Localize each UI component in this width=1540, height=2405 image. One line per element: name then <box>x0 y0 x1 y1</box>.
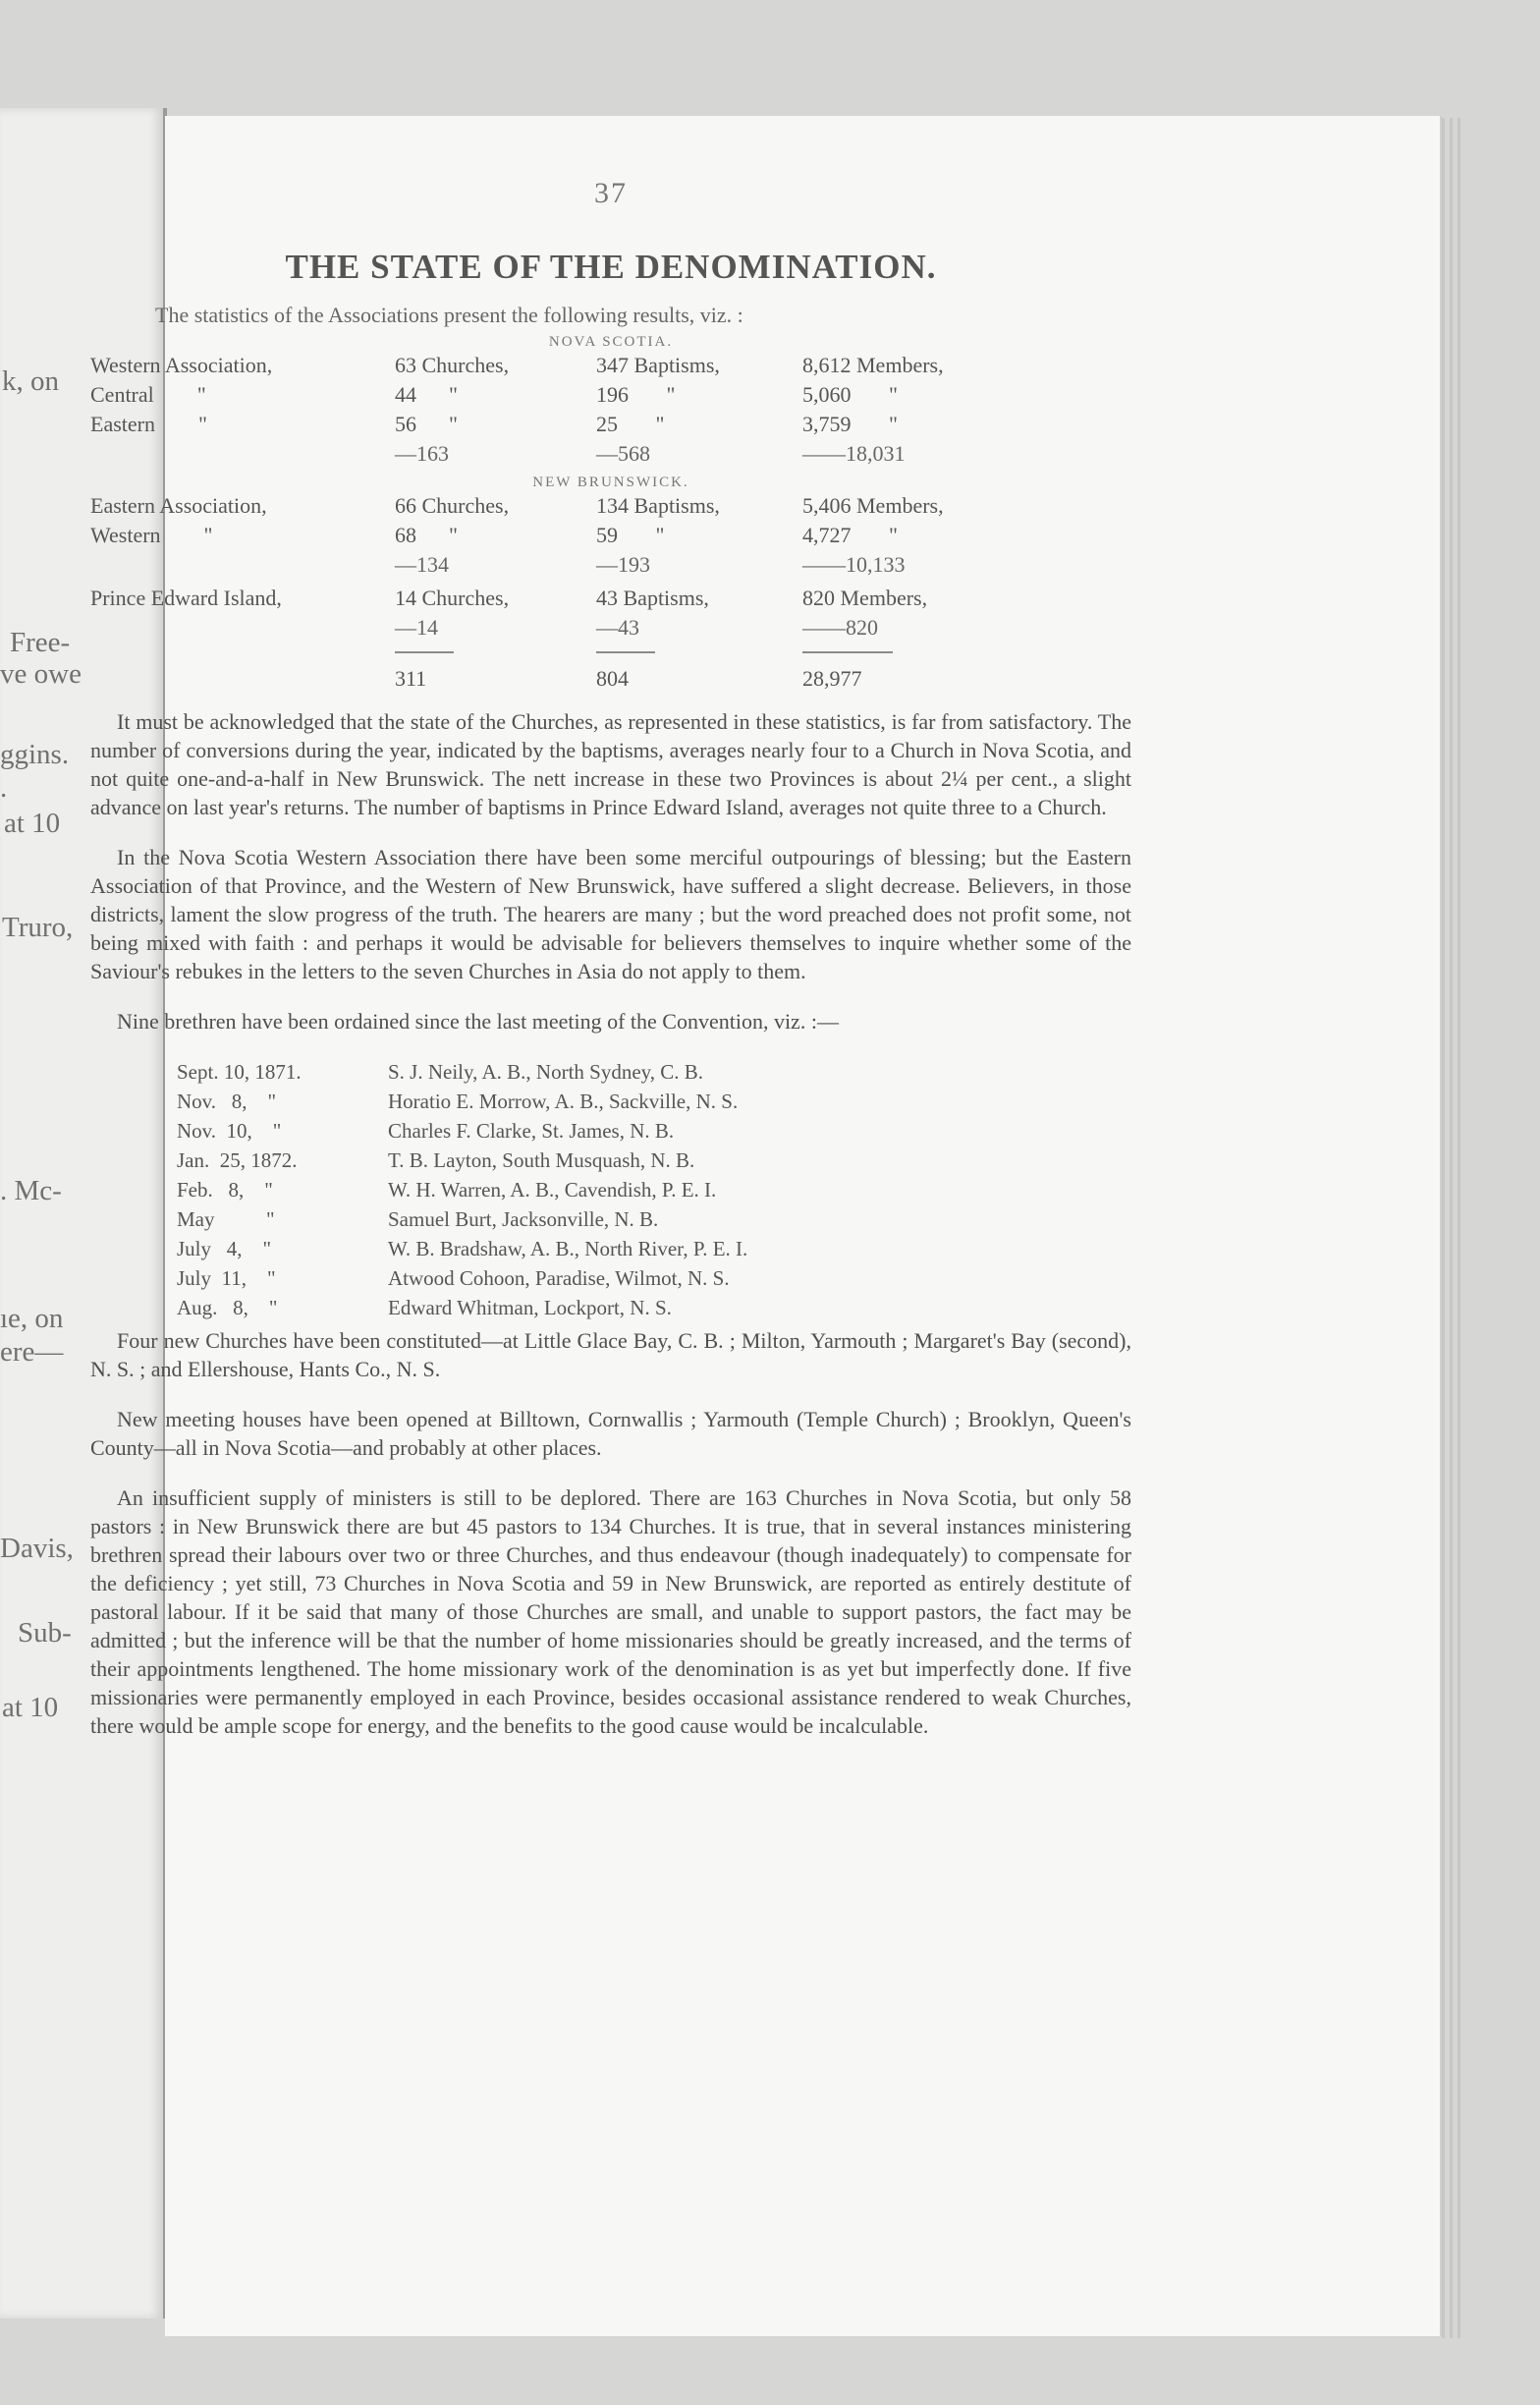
cell: 25 " <box>596 412 665 436</box>
ordinations-list <box>177 1057 1131 1322</box>
cell: 196 " <box>596 382 676 407</box>
subtotal: —14 <box>395 615 438 640</box>
ordination-date: Aug. 8, " <box>177 1296 278 1319</box>
page-number: 37 <box>594 177 628 209</box>
cell: 5,060 " <box>802 382 898 407</box>
page-title: THE STATE OF THE DENOMINATION. <box>285 248 937 286</box>
list-item <box>177 1293 1131 1322</box>
ordination-entry: Atwood Cohoon, Paradise, Wilmot, N. S. <box>388 1266 730 1290</box>
region-heading: NOVA SCOTIA. <box>548 334 674 350</box>
ordination-entry: W. H. Warren, A. B., Cavendish, P. E. I. <box>388 1178 717 1202</box>
fragment-text: ere— <box>0 1336 64 1368</box>
fragment-text: ve owe <box>0 658 82 690</box>
ordination-entry: T. B. Layton, South Musquash, N. B. <box>388 1148 695 1172</box>
region-heading: NEW BRUNSWICK. <box>532 475 689 490</box>
page-edge <box>1450 118 1453 2338</box>
total-rule <box>395 651 454 660</box>
fragment-text: . Mc- <box>0 1175 62 1206</box>
total: 28,977 <box>802 666 862 691</box>
cell: Eastern Association, <box>90 493 267 518</box>
fragment-text: Sub- <box>18 1617 72 1649</box>
cell: 8,612 Members, <box>802 353 944 377</box>
subtotal: —163 <box>395 441 449 466</box>
ordination-date: Feb. 8, " <box>177 1178 273 1202</box>
table-row <box>90 380 1131 410</box>
paragraph: An insufficient supply of ministers is still to be deplored. There are 163 Churches in Nova Scotia, but only 58 pastors : in New Brunswick there are but 45 pastors to 134 Churches. It is true, that in several instances ministering brethren spread their labours over two or three Churches, and thus endeavour (though inadequately) to compensate for the deficiency ; yet still, 73 Churches in Nova Scotia and 59 in New Brunswick, are reported as entirely destitute of pastoral labour. If it be said that many of those Churches are small, and unable to support pastors, the fact may be admitted ; but the inference will be that the number of home missionaries should be greatly increased, and the terms of their appointments lengthened. The home missionary work of the denomination is as yet but imperfectly done. If five missionaries were permanently employed in each Province, besides occasional assistance rendered to weak Churches, there would be ample scope for energy, and the benefits to the good cause would be incalculable. <box>90 1485 1131 1738</box>
ordination-entry: W. B. Bradshaw, A. B., North River, P. E. I. <box>388 1237 748 1260</box>
fragment-text: Free- <box>10 627 71 658</box>
subtotal-row <box>90 439 1131 469</box>
list-item <box>177 1087 1131 1116</box>
list-item <box>177 1116 1131 1146</box>
statistics-table <box>90 334 1131 694</box>
ordination-date: Sept. 10, 1871. <box>177 1060 302 1084</box>
fragment-text: at 10 <box>2 1692 59 1723</box>
cell-empty <box>90 439 395 469</box>
list-item <box>177 1175 1131 1204</box>
ordination-date: Nov. 10, " <box>177 1119 282 1143</box>
cell: 14 Churches, <box>395 586 510 610</box>
cell: Eastern " <box>90 412 207 436</box>
ordination-entry: Charles F. Clarke, St. James, N. B. <box>388 1119 675 1143</box>
list-item <box>177 1146 1131 1175</box>
cell: 134 Baptisms, <box>596 493 720 518</box>
cell: Western Association, <box>90 353 273 377</box>
cell: 66 Churches, <box>395 493 510 518</box>
total: 804 <box>596 666 629 691</box>
ordination-date: July 11, " <box>177 1266 276 1290</box>
ordination-date: May " <box>177 1207 275 1231</box>
subtotal: —568 <box>596 441 650 466</box>
ordination-date: Jan. 25, 1872. <box>177 1148 298 1172</box>
subtotal: —134 <box>395 552 449 577</box>
fragment-text: at 10 <box>4 808 61 839</box>
ordination-entry: S. J. Neily, A. B., North Sydney, C. B. <box>388 1060 704 1084</box>
cell: 5,406 Members, <box>802 493 944 518</box>
cell-empty <box>90 613 395 643</box>
cell: 820 Members, <box>802 586 928 610</box>
ordination-date: July 4, " <box>177 1237 272 1260</box>
cell: 63 Churches, <box>395 353 510 377</box>
subtotal: ——10,133 <box>802 552 906 577</box>
total-rule <box>596 651 655 660</box>
cell: Central " <box>90 382 206 407</box>
table-row <box>90 521 1131 550</box>
subtotal-row <box>90 613 1131 643</box>
cell: 4,727 " <box>802 523 898 547</box>
ordination-entry: Edward Whitman, Lockport, N. S. <box>388 1296 672 1319</box>
table-row <box>90 410 1131 439</box>
cell: Prince Edward Island, <box>90 586 282 610</box>
paragraph: Four new Churches have been constituted—at Little Glace Bay, C. B. ; Milton, Yarmouth ; Margaret's Bay (second), N. S. ; and Ellershouse, Hants Co., N. S. <box>90 1328 1131 1381</box>
total: 311 <box>395 666 427 691</box>
subtotal: ——18,031 <box>802 441 906 466</box>
paragraph: Nine brethren have been ordained since the last meeting of the Convention, viz. :— <box>117 1009 839 1034</box>
list-item <box>177 1234 1131 1263</box>
table-row <box>90 491 1131 521</box>
table-row <box>90 584 1131 613</box>
fragment-text: . <box>0 772 8 804</box>
subtotal: —193 <box>596 552 650 577</box>
page-edge <box>1458 118 1460 2338</box>
fragment-text: ggins. <box>0 739 70 770</box>
total-rule <box>802 651 893 660</box>
page-content <box>90 177 1131 1762</box>
paragraph: It must be acknowledged that the state of the Churches, as represented in these statistics, is far from satisfactory. The number of conversions during the year, indicated by the baptisms, averages nearly four to a Church in Nova Scotia, and not quite one-and-a-half in New Brunswick. The nett increase in these two Provinces is about 2¼ per cent., a slight advance on last year's returns. The number of baptisms in Prince Edward Island, averages not quite three to a Church. <box>90 709 1131 819</box>
fragment-text: Davis, <box>0 1533 74 1564</box>
fragment-text: ıe, on <box>0 1303 64 1334</box>
ordination-date: Nov. 8, " <box>177 1090 277 1113</box>
cell-empty <box>90 664 395 694</box>
total-rules <box>90 643 1131 660</box>
paragraph: New meeting houses have been opened at Billtown, Cornwallis ; Yarmouth (Temple Church) ; Brooklyn, Queen's County—all in Nova Scotia—and probably at other places. <box>90 1407 1131 1460</box>
fragment-text: k, on <box>2 365 59 397</box>
fragment-text: Truro, <box>2 912 74 943</box>
cell: 59 " <box>596 523 665 547</box>
totals-row <box>90 664 1131 694</box>
paragraph: In the Nova Scotia Western Association there have been some merciful outpourings of blessing; but the Eastern Association of that Province, and the Western of New Brunswick, have suffered a slight decrease. Believers, in those districts, lament the slow progress of the truth. The hearers are many ; but the word preached does not profit some, not being mixed with faith : and perhaps it would be advisable for believers themselves to inquire whether some of the Saviour's rebukes in the letters to the seven Churches in Asia do not apply to them. <box>90 845 1131 983</box>
subtotal: ——820 <box>802 615 878 640</box>
page-edge <box>1442 118 1445 2338</box>
cell: 56 " <box>395 412 458 436</box>
cell-empty <box>90 550 395 580</box>
cell: 347 Baptisms, <box>596 353 720 377</box>
ordination-entry: Horatio E. Morrow, A. B., Sackville, N. S. <box>388 1090 739 1113</box>
subtotal: —43 <box>596 615 639 640</box>
list-item <box>177 1204 1131 1234</box>
subtotal-row <box>90 550 1131 580</box>
cell: 44 " <box>395 382 458 407</box>
cell: 68 " <box>395 523 458 547</box>
ordination-entry: Samuel Burt, Jacksonville, N. B. <box>388 1207 659 1231</box>
cell: 43 Baptisms, <box>596 586 709 610</box>
table-row <box>90 351 1131 380</box>
list-item <box>177 1057 1131 1087</box>
cell: 3,759 " <box>802 412 898 436</box>
cell: Western " <box>90 523 213 547</box>
list-item <box>177 1263 1131 1293</box>
intro-text: The statistics of the Associations present the following results, viz. : <box>155 303 743 327</box>
